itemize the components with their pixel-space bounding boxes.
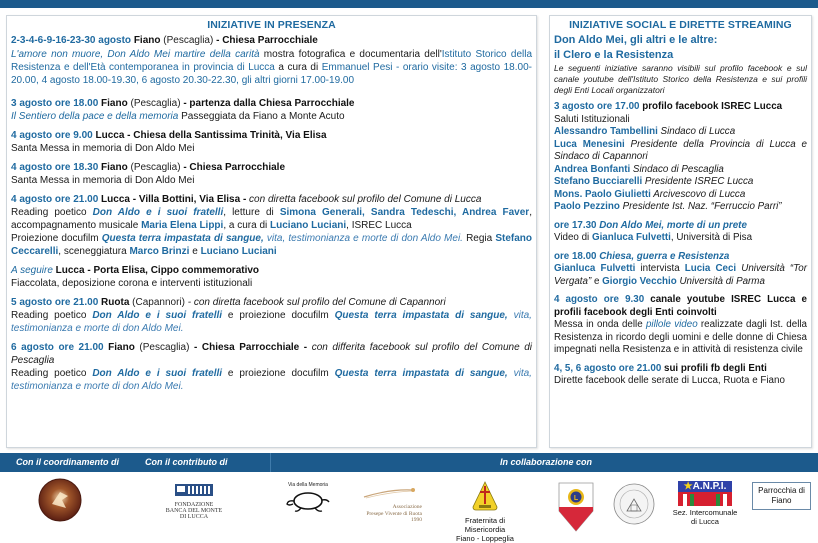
collaboration-label: In collaborazione con [500, 457, 593, 467]
lions-club-logo [557, 481, 595, 533]
event-item: A seguire Lucca - Porta Elisa, Cippo commemorativo Fiaccolata, deposizione corona e interventi istituzionali [11, 265, 260, 289]
anpi-logo: ★A.N.P.I. Sez. Intercomunale di Lucca [672, 481, 738, 526]
stream-item: 4, 5, 6 agosto ore 21.00 sui profili fb degli Enti Dirette facebook delle serate di Lucca, Ruota e Fiano [554, 362, 785, 386]
coordination-label: Con il coordinamento di [16, 457, 119, 467]
panel-in-presenza [6, 15, 537, 448]
parrocchia-ruota-logo [613, 483, 655, 525]
stream-item: 3 agosto ore 17.00 profilo facebook ISREC Lucca Saluti Istituzionali Alessandro Tambellini Sindaco di Lucca Luca Menesini Presidente della Provincia di Lucca e Sindaco di Capannori Andrea Bonfanti Sindaco di Pescaglia Stefano Bucciarelli Presidente ISREC Lucca Mons. Paolo Giulietti Arcivescovo di Lucca Paolo Pezzino Presidente Ist. Naz. “Ferruccio Parri” [554, 101, 807, 212]
cross-triangle-icon [472, 481, 498, 511]
panel-title-right: INIZIATIVE SOCIAL E DIRETTE STREAMING [569, 19, 792, 31]
panel-social-streaming [549, 15, 812, 448]
event-item: 5 agosto ore 21.00 Ruota (Capannori) - con diretta facebook sul profilo del Comune di Capannori Reading poetico Don Aldo e i suoi fratelli e proiezione docufilm Questa terra impastata di sangue, vita, testimonianza e morte di don Aldo Mei. [11, 297, 532, 334]
intro-text: Le seguenti iniziative saranno visibili sul profilo facebook e sul canale youtube dell'Istituto Storico della Resistenza e sui profili degli Enti Locali organizzatori [554, 63, 807, 95]
section-subheading: il Clero e la Resistenza [554, 49, 674, 61]
misericordia-logo: Fraternita di Misericordia Fiano - Loppeglia [445, 481, 525, 535]
event-item: 6 agosto ore 21.00 Fiano (Pescaglia) - Chiesa Parrocchiale - con differita facebook sul profilo del Comune di Pescaglia Reading poetico Don Aldo e i suoi fratelli e proiezione docufilm Questa terra impastata di sangue, vita, testimonianza e morte di don Aldo Mei. [11, 342, 533, 392]
strada-della-pace-logo [38, 478, 82, 522]
event-item: 3 agosto ore 18.00 Fiano (Pescaglia) - partenza dalla Chiesa Parrocchiale Il Sentiero della pace e della memoria Passeggiata da Fiano a Monte Acuto [11, 98, 355, 122]
section-heading: Don Aldo Mei, gli altri e le altre: [554, 34, 718, 46]
via-della-memoria-logo: Via della Memoria [283, 482, 333, 516]
comet-icon [360, 485, 422, 499]
stream-item: 4 agosto ore 9.30 canale youtube ISREC Lucca e profili facebook degli Enti coinvolti Messa in onda delle pillole video realizzate dagli Ist. della Resistenza in ricordo degli uomini e delle donne di Chiesa impegnati nella Resistenza e in attività di resistenza civile [554, 294, 807, 355]
footer-divider [270, 453, 271, 472]
stream-item: ore 18.00 Chiesa, guerra e Resistenza Gianluca Fulvetti intervista Lucia Ceci Università “Tor Vergata” e Giorgio Vecchio Università di Parma [554, 250, 807, 287]
parrocchia-fiano-box: Parrocchia di Fiano [752, 482, 811, 510]
turtle-icon [283, 488, 333, 514]
stream-item: ore 17.30 Don Aldo Mei, morte di un prete Video di Gianluca Fulvetti, Università di Pisa [554, 219, 753, 243]
top-bar [0, 0, 818, 8]
event-item: 4 agosto ore 21.00 Lucca - Villa Bottini, Via Elisa - con diretta facebook sul profilo del Comune di Lucca Reading poetico Don Aldo e i suoi fratelli, letture di Simona Generali, Sandra Tedeschi, Andrea Faver, accompagnamento musicale Maria Elena Lippi, a cura di Luciano Luciani, ISREC Lucca Proiezione docufilm Questa terra impastata di sangue, vita, testimonianza e morte di don Aldo Mei. Regia Stefano Ceccarelli, sceneggiatura Marco Brinzi e Luciano Luciani [11, 194, 533, 257]
event-item: 4 agosto ore 18.30 Fiano (Pescaglia) - Chiesa Parrocchiale Santa Messa in memoria di Don Aldo Mei [11, 162, 286, 186]
presepe-vivente-logo: Associazione Presepe Vivente di Ruota 1990 [360, 485, 422, 515]
event-item: 4 agosto ore 9.00 Lucca - Chiesa della Santissima Trinità, Via Elisa Santa Messa in memoria di Don Aldo Mei [11, 130, 327, 154]
svg-text:L: L [573, 495, 579, 502]
contribution-label: Con il contributo di [145, 457, 228, 467]
event-item: 2-3-4-6-9-16-23-30 agosto Fiano (Pescaglia) - Chiesa Parrocchiale L'amore non muore, Don Aldo Mei martire della carità mostra fotografica e documentaria dell'Istituto Storico della Resistenza e dell'Età contemporanea in provincia di Lucca a cura di Emmanuel Pesi - orario visite: 3 agosto 18.00-20.00, 4 agosto 18.00-19.30, 6 agosto 20.30-22.30, gli altri giorni 17.00-19.00 [11, 35, 533, 86]
panel-title-left: INIZIATIVE IN PRESENZA [207, 19, 336, 31]
footer-bar [0, 453, 818, 472]
fondazione-banca-monte-logo: FONDAZIONE BANCA DEL MONTE DI LUCCA [165, 483, 223, 515]
